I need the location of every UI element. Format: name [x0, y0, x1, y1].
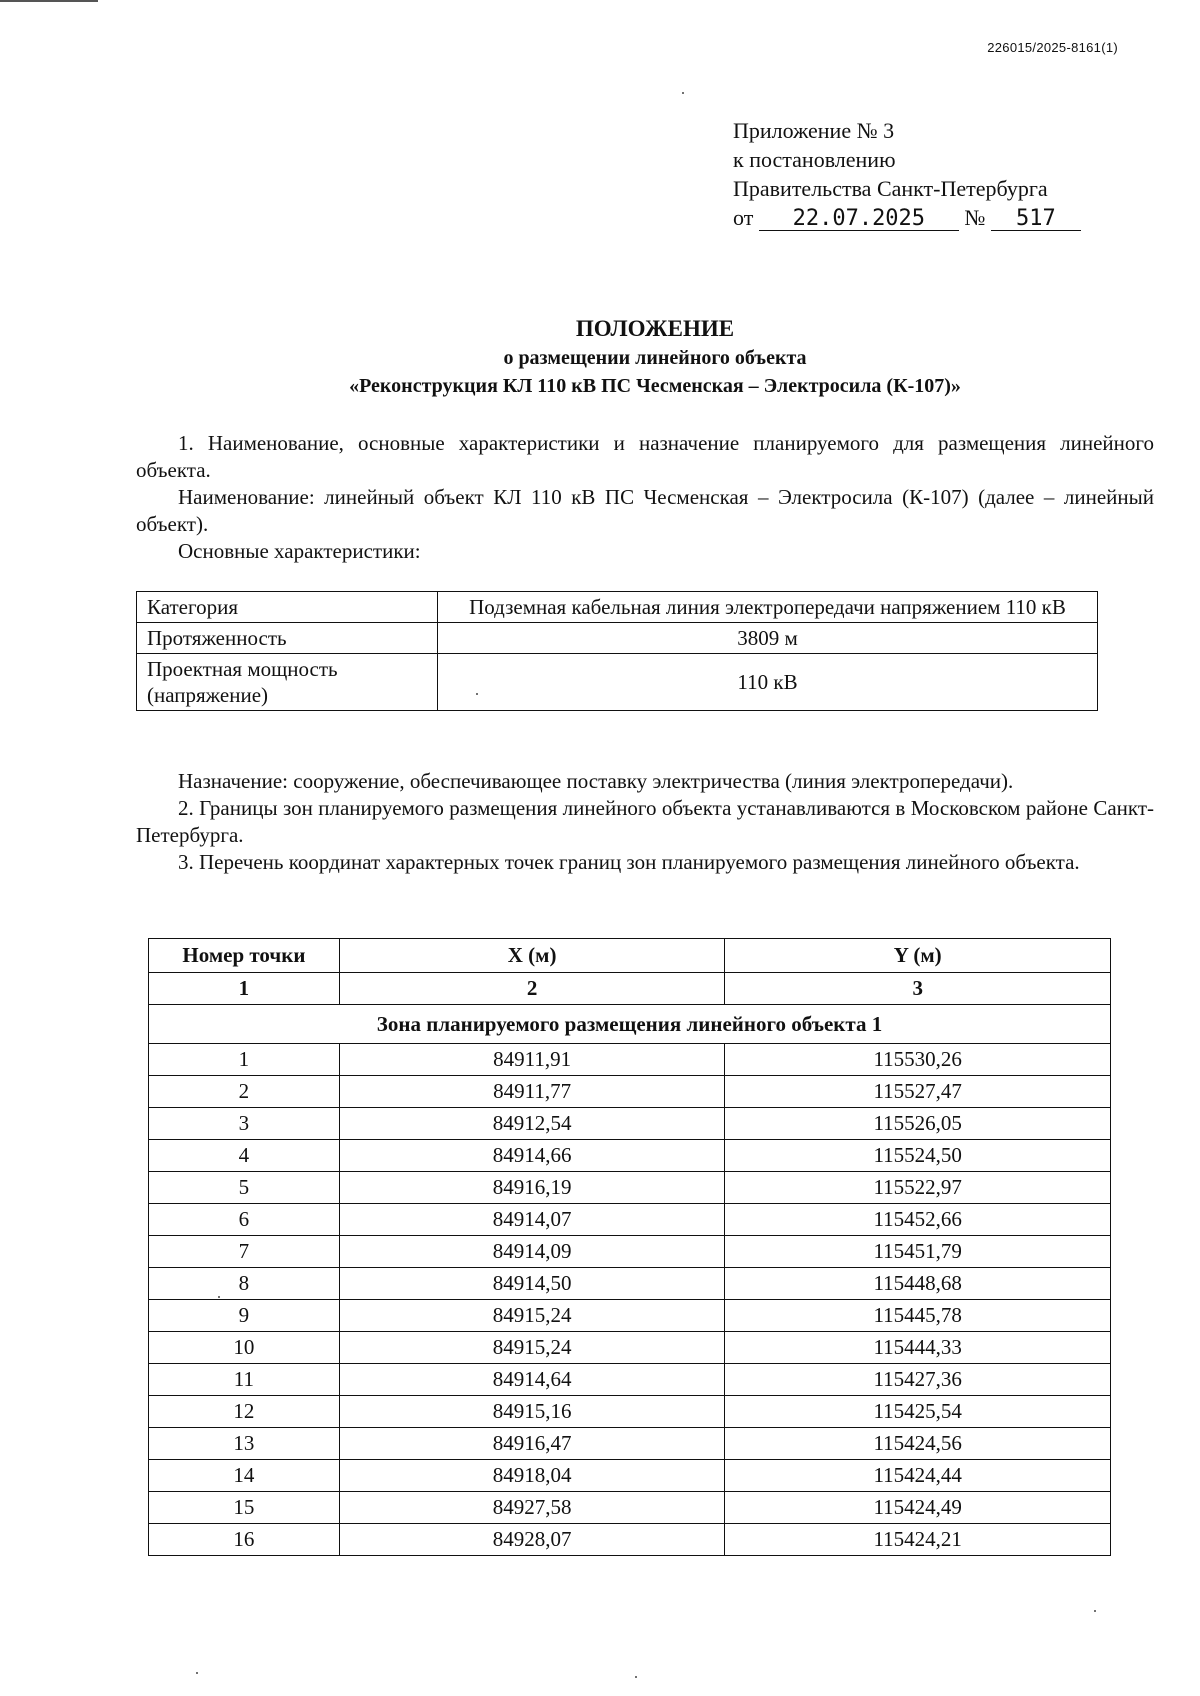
table-row: [149, 1172, 1111, 1204]
table-row: [149, 1492, 1111, 1524]
column-header-y: Y (м): [725, 939, 1111, 973]
table-row: [149, 1140, 1111, 1172]
table-row: [137, 623, 1098, 654]
annex-date: 22.07.2025: [759, 208, 959, 231]
x-coordinate-cell: 84927,58: [339, 1492, 725, 1524]
purpose-text: Назначение: сооружение, обеспечивающее поставку электричества (линия электропередачи).: [178, 769, 1014, 793]
point-number-cell: 7: [149, 1236, 340, 1268]
document-number: 226015/2025-8161(1): [987, 40, 1118, 55]
point-number-cell: 4: [149, 1140, 340, 1172]
char-label: Категория: [137, 592, 438, 623]
point-number-cell: 5: [149, 1172, 340, 1204]
column-number: 1: [149, 973, 340, 1005]
scan-speck: [218, 1296, 220, 1298]
scan-speck: [682, 92, 684, 94]
table-row: [149, 1524, 1111, 1556]
point-number-cell: 16: [149, 1524, 340, 1556]
table-row: [149, 1396, 1111, 1428]
annex-number: 517: [991, 208, 1081, 231]
table-row: [149, 1044, 1111, 1076]
point-number-cell: 10: [149, 1332, 340, 1364]
point-number-cell: 3: [149, 1108, 340, 1140]
char-label: Проектная мощность (напряжение): [137, 654, 438, 711]
from-label: от: [733, 205, 754, 230]
x-coordinate-cell: 84915,24: [339, 1332, 725, 1364]
table-row: [137, 592, 1098, 623]
x-coordinate-cell: 84911,91: [339, 1044, 725, 1076]
y-coordinate-cell: 115424,44: [725, 1460, 1111, 1492]
x-coordinate-cell: 84914,66: [339, 1140, 725, 1172]
section-1-heading: 1. Наименование, основные характеристики и назначение планируемого для размещения линейного объекта.: [136, 431, 1154, 482]
column-number: 3: [725, 973, 1111, 1005]
y-coordinate-cell: 115427,36: [725, 1364, 1111, 1396]
x-coordinate-cell: 84918,04: [339, 1460, 725, 1492]
zone-title-row: [149, 1005, 1111, 1044]
x-coordinate-cell: 84912,54: [339, 1108, 725, 1140]
point-number-cell: 2: [149, 1076, 340, 1108]
point-number-cell: 1: [149, 1044, 340, 1076]
y-coordinate-cell: 115445,78: [725, 1300, 1111, 1332]
document-title: [0, 314, 1200, 400]
table-row: [149, 1204, 1111, 1236]
title-subtitle-1: о размещении линейного объекта: [503, 347, 807, 369]
y-coordinate-cell: 115425,54: [725, 1396, 1111, 1428]
annex-line-3: Правительства Санкт-Петербурга: [733, 176, 1048, 201]
table-row: [149, 1364, 1111, 1396]
x-coordinate-cell: 84928,07: [339, 1524, 725, 1556]
table-row: [149, 1460, 1111, 1492]
point-number-cell: 6: [149, 1204, 340, 1236]
x-coordinate-cell: 84914,09: [339, 1236, 725, 1268]
char-value: 110 кВ: [438, 654, 1098, 711]
title-subtitle-2: «Реконструкция КЛ 110 кВ ПС Чесменская – Электросила (К-107)»: [349, 375, 961, 397]
point-number-cell: 14: [149, 1460, 340, 1492]
x-coordinate-cell: 84914,64: [339, 1364, 725, 1396]
characteristics-intro: Основные характеристики:: [178, 539, 421, 563]
title-heading: ПОЛОЖЕНИЕ: [575, 316, 735, 341]
top-edge-line: [0, 0, 98, 2]
point-number-cell: 12: [149, 1396, 340, 1428]
point-number-cell: 13: [149, 1428, 340, 1460]
y-coordinate-cell: 115448,68: [725, 1268, 1111, 1300]
y-coordinate-cell: 115530,26: [725, 1044, 1111, 1076]
x-coordinate-cell: 84916,47: [339, 1428, 725, 1460]
table-row: [149, 1332, 1111, 1364]
scan-speck: [1094, 1610, 1096, 1612]
section-1: [136, 430, 1154, 565]
annex-line-2: к постановлению: [733, 147, 896, 172]
column-number: 2: [339, 973, 725, 1005]
x-coordinate-cell: 84915,24: [339, 1300, 725, 1332]
annex-line-1: Приложение № 3: [733, 118, 895, 143]
char-value: Подземная кабельная линия электропередачи напряжением 110 кВ: [438, 592, 1098, 623]
table-row: [149, 1300, 1111, 1332]
section-2-text: 2. Границы зон планируемого размещения линейного объекта устанавливаются в Московском районе Санкт-Петербурга.: [136, 796, 1154, 847]
sections-2-3: [136, 768, 1154, 876]
section-3-text: 3. Перечень координат характерных точек границ зон планируемого размещения линейного объекта.: [178, 850, 1080, 874]
x-coordinate-cell: 84914,07: [339, 1204, 725, 1236]
y-coordinate-cell: 115526,05: [725, 1108, 1111, 1140]
coordinates-table: [148, 938, 1111, 1556]
zone-title: Зона планируемого размещения линейного объекта 1: [149, 1005, 1111, 1044]
scan-speck: [635, 1676, 637, 1678]
y-coordinate-cell: 115424,49: [725, 1492, 1111, 1524]
annex-block: [733, 116, 1081, 232]
object-name: Наименование: линейный объект КЛ 110 кВ ПС Чесменская – Электросила (К-107) (далее – линейный объект).: [136, 485, 1154, 536]
point-number-cell: 9: [149, 1300, 340, 1332]
x-coordinate-cell: 84916,19: [339, 1172, 725, 1204]
table-row: [149, 1428, 1111, 1460]
y-coordinate-cell: 115444,33: [725, 1332, 1111, 1364]
y-coordinate-cell: 115527,47: [725, 1076, 1111, 1108]
char-label: Протяженность: [137, 623, 438, 654]
scan-speck: [476, 693, 478, 695]
column-header-point: Номер точки: [149, 939, 340, 973]
table-row: [149, 1236, 1111, 1268]
char-value: 3809 м: [438, 623, 1098, 654]
column-header-x: X (м): [339, 939, 725, 973]
x-coordinate-cell: 84915,16: [339, 1396, 725, 1428]
y-coordinate-cell: 115452,66: [725, 1204, 1111, 1236]
table-header-row: [149, 939, 1111, 973]
y-coordinate-cell: 115451,79: [725, 1236, 1111, 1268]
table-row: [137, 654, 1098, 711]
y-coordinate-cell: 115424,56: [725, 1428, 1111, 1460]
x-coordinate-cell: 84911,77: [339, 1076, 725, 1108]
number-label: №: [964, 205, 986, 230]
point-number-cell: 11: [149, 1364, 340, 1396]
point-number-cell: 8: [149, 1268, 340, 1300]
characteristics-table: [136, 591, 1098, 711]
y-coordinate-cell: 115522,97: [725, 1172, 1111, 1204]
column-number-row: [149, 973, 1111, 1005]
annex-date-line: [733, 203, 1081, 232]
point-number-cell: 15: [149, 1492, 340, 1524]
table-row: [149, 1268, 1111, 1300]
scan-speck: [196, 1672, 198, 1674]
table-row: [149, 1108, 1111, 1140]
y-coordinate-cell: 115424,21: [725, 1524, 1111, 1556]
table-row: [149, 1076, 1111, 1108]
y-coordinate-cell: 115524,50: [725, 1140, 1111, 1172]
x-coordinate-cell: 84914,50: [339, 1268, 725, 1300]
